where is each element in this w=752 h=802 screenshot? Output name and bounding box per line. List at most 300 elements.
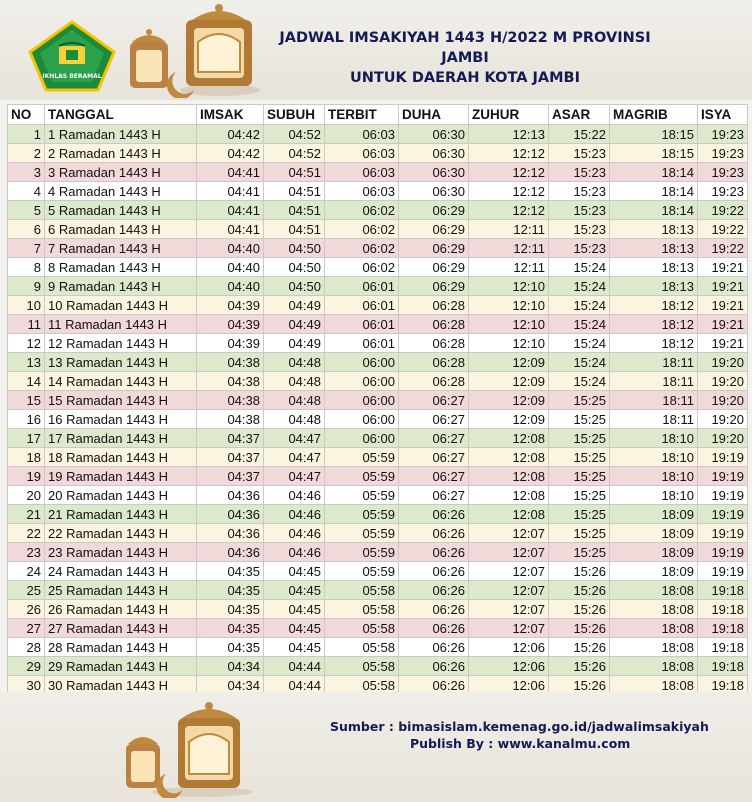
cell-zuhur: 12:07 [469, 619, 549, 638]
cell-no: 5 [8, 201, 45, 220]
cell-magrib: 18:14 [610, 182, 698, 201]
cell-subuh: 04:52 [264, 144, 325, 163]
cell-asar: 15:25 [549, 467, 610, 486]
cell-tanggal: 14 Ramadan 1443 H [45, 372, 197, 391]
cell-duha: 06:29 [399, 277, 469, 296]
header-banner [0, 0, 752, 100]
cell-terbit: 05:58 [325, 581, 399, 600]
cell-imsak: 04:38 [197, 410, 264, 429]
cell-isya: 19:20 [698, 372, 748, 391]
cell-tanggal: 19 Ramadan 1443 H [45, 467, 197, 486]
cell-tanggal: 1 Ramadan 1443 H [45, 125, 197, 144]
cell-asar: 15:23 [549, 182, 610, 201]
table-row [8, 391, 748, 410]
col-header-tanggal: TANGGAL [45, 105, 197, 125]
cell-tanggal: 11 Ramadan 1443 H [45, 315, 197, 334]
cell-subuh: 04:47 [264, 429, 325, 448]
cell-terbit: 06:03 [325, 125, 399, 144]
cell-subuh: 04:51 [264, 201, 325, 220]
cell-subuh: 04:47 [264, 467, 325, 486]
cell-magrib: 18:09 [610, 505, 698, 524]
table-row [8, 372, 748, 391]
cell-no: 3 [8, 163, 45, 182]
col-header-imsak: IMSAK [197, 105, 264, 125]
table-row [8, 144, 748, 163]
cell-tanggal: 3 Ramadan 1443 H [45, 163, 197, 182]
cell-asar: 15:26 [549, 676, 610, 695]
cell-subuh: 04:48 [264, 410, 325, 429]
cell-duha: 06:26 [399, 676, 469, 695]
table-row [8, 258, 748, 277]
cell-asar: 15:26 [549, 600, 610, 619]
schedule-table [7, 104, 748, 695]
cell-duha: 06:26 [399, 581, 469, 600]
cell-zuhur: 12:08 [469, 429, 549, 448]
cell-asar: 15:25 [549, 448, 610, 467]
cell-isya: 19:20 [698, 429, 748, 448]
table-row [8, 638, 748, 657]
cell-asar: 15:26 [549, 657, 610, 676]
cell-tanggal: 16 Ramadan 1443 H [45, 410, 197, 429]
cell-no: 20 [8, 486, 45, 505]
cell-imsak: 04:36 [197, 543, 264, 562]
cell-terbit: 05:58 [325, 638, 399, 657]
cell-isya: 19:18 [698, 676, 748, 695]
cell-no: 8 [8, 258, 45, 277]
cell-imsak: 04:35 [197, 619, 264, 638]
cell-zuhur: 12:09 [469, 372, 549, 391]
cell-magrib: 18:10 [610, 486, 698, 505]
cell-magrib: 18:12 [610, 334, 698, 353]
cell-magrib: 18:08 [610, 676, 698, 695]
cell-duha: 06:28 [399, 353, 469, 372]
cell-imsak: 04:41 [197, 182, 264, 201]
cell-zuhur: 12:10 [469, 277, 549, 296]
cell-magrib: 18:13 [610, 277, 698, 296]
cell-duha: 06:30 [399, 125, 469, 144]
cell-zuhur: 12:08 [469, 486, 549, 505]
cell-imsak: 04:34 [197, 676, 264, 695]
cell-imsak: 04:38 [197, 372, 264, 391]
table-row [8, 524, 748, 543]
page-title [270, 28, 660, 88]
cell-duha: 06:28 [399, 372, 469, 391]
cell-magrib: 18:09 [610, 524, 698, 543]
cell-subuh: 04:45 [264, 600, 325, 619]
cell-no: 30 [8, 676, 45, 695]
cell-magrib: 18:08 [610, 657, 698, 676]
cell-terbit: 05:58 [325, 600, 399, 619]
cell-isya: 19:18 [698, 657, 748, 676]
cell-imsak: 04:40 [197, 258, 264, 277]
cell-zuhur: 12:11 [469, 220, 549, 239]
cell-asar: 15:23 [549, 201, 610, 220]
footer-text [330, 718, 730, 752]
cell-asar: 15:23 [549, 163, 610, 182]
cell-terbit: 05:58 [325, 619, 399, 638]
cell-magrib: 18:14 [610, 163, 698, 182]
cell-no: 18 [8, 448, 45, 467]
table-row [8, 543, 748, 562]
cell-asar: 15:25 [549, 543, 610, 562]
cell-zuhur: 12:06 [469, 638, 549, 657]
cell-magrib: 18:15 [610, 144, 698, 163]
cell-isya: 19:21 [698, 277, 748, 296]
cell-isya: 19:18 [698, 638, 748, 657]
table-row [8, 505, 748, 524]
cell-imsak: 04:41 [197, 163, 264, 182]
cell-subuh: 04:46 [264, 505, 325, 524]
col-header-subuh: SUBUH [264, 105, 325, 125]
cell-asar: 15:24 [549, 296, 610, 315]
cell-terbit: 06:00 [325, 410, 399, 429]
cell-no: 28 [8, 638, 45, 657]
cell-isya: 19:23 [698, 182, 748, 201]
cell-magrib: 18:14 [610, 201, 698, 220]
cell-magrib: 18:08 [610, 619, 698, 638]
cell-subuh: 04:49 [264, 334, 325, 353]
cell-magrib: 18:12 [610, 315, 698, 334]
cell-no: 7 [8, 239, 45, 258]
cell-imsak: 04:35 [197, 562, 264, 581]
cell-asar: 15:25 [549, 410, 610, 429]
cell-isya: 19:19 [698, 448, 748, 467]
cell-tanggal: 10 Ramadan 1443 H [45, 296, 197, 315]
table-row [8, 201, 748, 220]
cell-subuh: 04:51 [264, 220, 325, 239]
cell-duha: 06:26 [399, 600, 469, 619]
table-row [8, 448, 748, 467]
cell-asar: 15:24 [549, 334, 610, 353]
cell-isya: 19:18 [698, 600, 748, 619]
cell-asar: 15:25 [549, 391, 610, 410]
col-header-zuhur: ZUHUR [469, 105, 549, 125]
cell-subuh: 04:48 [264, 353, 325, 372]
title-line-3: UNTUK DAERAH KOTA JAMBI [349, 70, 581, 86]
cell-zuhur: 12:11 [469, 239, 549, 258]
kemenag-logo [22, 20, 122, 92]
cell-no: 29 [8, 657, 45, 676]
cell-imsak: 04:35 [197, 638, 264, 657]
cell-magrib: 18:13 [610, 220, 698, 239]
cell-terbit: 06:02 [325, 258, 399, 277]
cell-duha: 06:28 [399, 334, 469, 353]
cell-subuh: 04:45 [264, 562, 325, 581]
cell-isya: 19:21 [698, 315, 748, 334]
col-header-asar: ASAR [549, 105, 610, 125]
cell-tanggal: 15 Ramadan 1443 H [45, 391, 197, 410]
cell-magrib: 18:11 [610, 410, 698, 429]
cell-tanggal: 18 Ramadan 1443 H [45, 448, 197, 467]
cell-no: 13 [8, 353, 45, 372]
cell-subuh: 04:44 [264, 676, 325, 695]
cell-isya: 19:18 [698, 619, 748, 638]
cell-asar: 15:26 [549, 562, 610, 581]
table-row [8, 163, 748, 182]
cell-zuhur: 12:09 [469, 391, 549, 410]
cell-subuh: 04:50 [264, 277, 325, 296]
cell-imsak: 04:40 [197, 239, 264, 258]
cell-no: 27 [8, 619, 45, 638]
cell-no: 10 [8, 296, 45, 315]
cell-isya: 19:19 [698, 505, 748, 524]
cell-isya: 19:20 [698, 410, 748, 429]
cell-imsak: 04:39 [197, 315, 264, 334]
cell-zuhur: 12:06 [469, 676, 549, 695]
cell-asar: 15:25 [549, 486, 610, 505]
cell-duha: 06:26 [399, 657, 469, 676]
cell-duha: 06:29 [399, 239, 469, 258]
cell-zuhur: 12:07 [469, 581, 549, 600]
cell-no: 1 [8, 125, 45, 144]
cell-asar: 15:24 [549, 315, 610, 334]
cell-no: 9 [8, 277, 45, 296]
table-row [8, 125, 748, 144]
cell-zuhur: 12:09 [469, 410, 549, 429]
cell-zuhur: 12:13 [469, 125, 549, 144]
cell-magrib: 18:11 [610, 391, 698, 410]
cell-terbit: 05:58 [325, 657, 399, 676]
cell-zuhur: 12:10 [469, 315, 549, 334]
cell-subuh: 04:46 [264, 486, 325, 505]
cell-duha: 06:27 [399, 410, 469, 429]
cell-tanggal: 23 Ramadan 1443 H [45, 543, 197, 562]
cell-imsak: 04:37 [197, 448, 264, 467]
cell-magrib: 18:10 [610, 448, 698, 467]
lantern-decoration-icon [120, 2, 270, 98]
cell-duha: 06:26 [399, 524, 469, 543]
cell-tanggal: 4 Ramadan 1443 H [45, 182, 197, 201]
cell-terbit: 06:01 [325, 334, 399, 353]
col-header-magrib: MAGRIB [610, 105, 698, 125]
cell-imsak: 04:36 [197, 524, 264, 543]
cell-magrib: 18:11 [610, 353, 698, 372]
cell-terbit: 06:00 [325, 353, 399, 372]
cell-imsak: 04:34 [197, 657, 264, 676]
cell-asar: 15:23 [549, 239, 610, 258]
cell-imsak: 04:42 [197, 125, 264, 144]
cell-no: 26 [8, 600, 45, 619]
cell-subuh: 04:48 [264, 391, 325, 410]
col-header-no: NO [8, 105, 45, 125]
cell-zuhur: 12:07 [469, 524, 549, 543]
cell-magrib: 18:08 [610, 600, 698, 619]
cell-duha: 06:27 [399, 448, 469, 467]
cell-zuhur: 12:07 [469, 600, 549, 619]
cell-imsak: 04:39 [197, 334, 264, 353]
cell-asar: 15:25 [549, 429, 610, 448]
table-row [8, 296, 748, 315]
cell-isya: 19:20 [698, 353, 748, 372]
cell-zuhur: 12:12 [469, 144, 549, 163]
cell-magrib: 18:11 [610, 372, 698, 391]
cell-subuh: 04:51 [264, 163, 325, 182]
cell-zuhur: 12:10 [469, 334, 549, 353]
cell-duha: 06:26 [399, 619, 469, 638]
source-text: Sumber : bimasislam.kemenag.go.id/jadwalimsakiyah [330, 719, 709, 734]
cell-isya: 19:20 [698, 391, 748, 410]
cell-zuhur: 12:12 [469, 201, 549, 220]
cell-subuh: 04:47 [264, 448, 325, 467]
cell-zuhur: 12:07 [469, 543, 549, 562]
cell-magrib: 18:13 [610, 258, 698, 277]
cell-isya: 19:19 [698, 467, 748, 486]
cell-asar: 15:26 [549, 581, 610, 600]
schedule-table-container [7, 104, 747, 695]
logo-text: IKHLAS BERAMAL [42, 73, 102, 80]
cell-terbit: 06:01 [325, 296, 399, 315]
cell-tanggal: 8 Ramadan 1443 H [45, 258, 197, 277]
cell-tanggal: 24 Ramadan 1443 H [45, 562, 197, 581]
cell-imsak: 04:37 [197, 429, 264, 448]
cell-duha: 06:26 [399, 638, 469, 657]
cell-isya: 19:19 [698, 524, 748, 543]
table-row [8, 619, 748, 638]
cell-subuh: 04:44 [264, 657, 325, 676]
cell-no: 23 [8, 543, 45, 562]
cell-tanggal: 26 Ramadan 1443 H [45, 600, 197, 619]
cell-tanggal: 30 Ramadan 1443 H [45, 676, 197, 695]
cell-no: 15 [8, 391, 45, 410]
cell-subuh: 04:45 [264, 638, 325, 657]
cell-terbit: 06:02 [325, 201, 399, 220]
cell-magrib: 18:08 [610, 581, 698, 600]
cell-subuh: 04:49 [264, 315, 325, 334]
cell-imsak: 04:40 [197, 277, 264, 296]
cell-isya: 19:23 [698, 125, 748, 144]
table-row [8, 581, 748, 600]
cell-subuh: 04:51 [264, 182, 325, 201]
table-row [8, 467, 748, 486]
col-header-isya: ISYA [698, 105, 748, 125]
cell-zuhur: 12:12 [469, 182, 549, 201]
cell-duha: 06:27 [399, 429, 469, 448]
cell-subuh: 04:45 [264, 619, 325, 638]
cell-terbit: 06:02 [325, 220, 399, 239]
footer-lantern-decoration-icon [112, 700, 262, 798]
table-row [8, 334, 748, 353]
cell-no: 16 [8, 410, 45, 429]
cell-magrib: 18:13 [610, 239, 698, 258]
cell-no: 17 [8, 429, 45, 448]
cell-asar: 15:24 [549, 258, 610, 277]
cell-imsak: 04:36 [197, 486, 264, 505]
cell-zuhur: 12:12 [469, 163, 549, 182]
cell-terbit: 05:59 [325, 543, 399, 562]
cell-no: 19 [8, 467, 45, 486]
cell-isya: 19:22 [698, 239, 748, 258]
cell-imsak: 04:39 [197, 296, 264, 315]
table-row [8, 277, 748, 296]
cell-imsak: 04:41 [197, 220, 264, 239]
table-row [8, 220, 748, 239]
table-row [8, 486, 748, 505]
cell-tanggal: 6 Ramadan 1443 H [45, 220, 197, 239]
cell-duha: 06:30 [399, 163, 469, 182]
cell-duha: 06:26 [399, 505, 469, 524]
cell-terbit: 06:02 [325, 239, 399, 258]
cell-no: 4 [8, 182, 45, 201]
cell-subuh: 04:45 [264, 581, 325, 600]
cell-terbit: 05:59 [325, 467, 399, 486]
cell-isya: 19:21 [698, 296, 748, 315]
table-row [8, 429, 748, 448]
cell-asar: 15:24 [549, 277, 610, 296]
cell-no: 24 [8, 562, 45, 581]
cell-no: 22 [8, 524, 45, 543]
cell-tanggal: 21 Ramadan 1443 H [45, 505, 197, 524]
cell-isya: 19:22 [698, 201, 748, 220]
cell-zuhur: 12:08 [469, 505, 549, 524]
cell-tanggal: 13 Ramadan 1443 H [45, 353, 197, 372]
cell-subuh: 04:50 [264, 258, 325, 277]
cell-magrib: 18:08 [610, 638, 698, 657]
table-row [8, 315, 748, 334]
cell-imsak: 04:36 [197, 505, 264, 524]
cell-tanggal: 17 Ramadan 1443 H [45, 429, 197, 448]
cell-tanggal: 22 Ramadan 1443 H [45, 524, 197, 543]
cell-asar: 15:23 [549, 220, 610, 239]
cell-zuhur: 12:08 [469, 448, 549, 467]
cell-duha: 06:27 [399, 486, 469, 505]
cell-imsak: 04:37 [197, 467, 264, 486]
cell-terbit: 06:03 [325, 144, 399, 163]
publish-text: Publish By : www.kanalmu.com [410, 736, 631, 751]
cell-tanggal: 29 Ramadan 1443 H [45, 657, 197, 676]
cell-no: 6 [8, 220, 45, 239]
cell-magrib: 18:12 [610, 296, 698, 315]
cell-terbit: 06:01 [325, 315, 399, 334]
cell-zuhur: 12:06 [469, 657, 549, 676]
cell-tanggal: 2 Ramadan 1443 H [45, 144, 197, 163]
table-body [8, 125, 748, 695]
cell-isya: 19:21 [698, 258, 748, 277]
table-row [8, 353, 748, 372]
cell-duha: 06:27 [399, 391, 469, 410]
cell-no: 2 [8, 144, 45, 163]
cell-tanggal: 7 Ramadan 1443 H [45, 239, 197, 258]
cell-asar: 15:25 [549, 524, 610, 543]
cell-tanggal: 9 Ramadan 1443 H [45, 277, 197, 296]
cell-no: 14 [8, 372, 45, 391]
cell-magrib: 18:10 [610, 429, 698, 448]
cell-isya: 19:19 [698, 543, 748, 562]
cell-asar: 15:24 [549, 353, 610, 372]
cell-terbit: 06:03 [325, 182, 399, 201]
cell-terbit: 06:03 [325, 163, 399, 182]
cell-duha: 06:29 [399, 258, 469, 277]
cell-isya: 19:21 [698, 334, 748, 353]
cell-terbit: 05:59 [325, 486, 399, 505]
cell-magrib: 18:09 [610, 562, 698, 581]
cell-duha: 06:30 [399, 144, 469, 163]
cell-asar: 15:26 [549, 638, 610, 657]
table-row [8, 182, 748, 201]
col-header-duha: DUHA [399, 105, 469, 125]
table-header-row [8, 105, 748, 125]
cell-tanggal: 5 Ramadan 1443 H [45, 201, 197, 220]
title-line-1: JADWAL IMSAKIYAH 1443 H/2022 M PROVINSI [279, 30, 651, 46]
cell-isya: 19:18 [698, 581, 748, 600]
cell-asar: 15:25 [549, 505, 610, 524]
cell-terbit: 05:59 [325, 505, 399, 524]
table-row [8, 410, 748, 429]
cell-isya: 19:19 [698, 562, 748, 581]
cell-terbit: 06:01 [325, 277, 399, 296]
cell-zuhur: 12:08 [469, 467, 549, 486]
cell-duha: 06:28 [399, 296, 469, 315]
cell-subuh: 04:49 [264, 296, 325, 315]
